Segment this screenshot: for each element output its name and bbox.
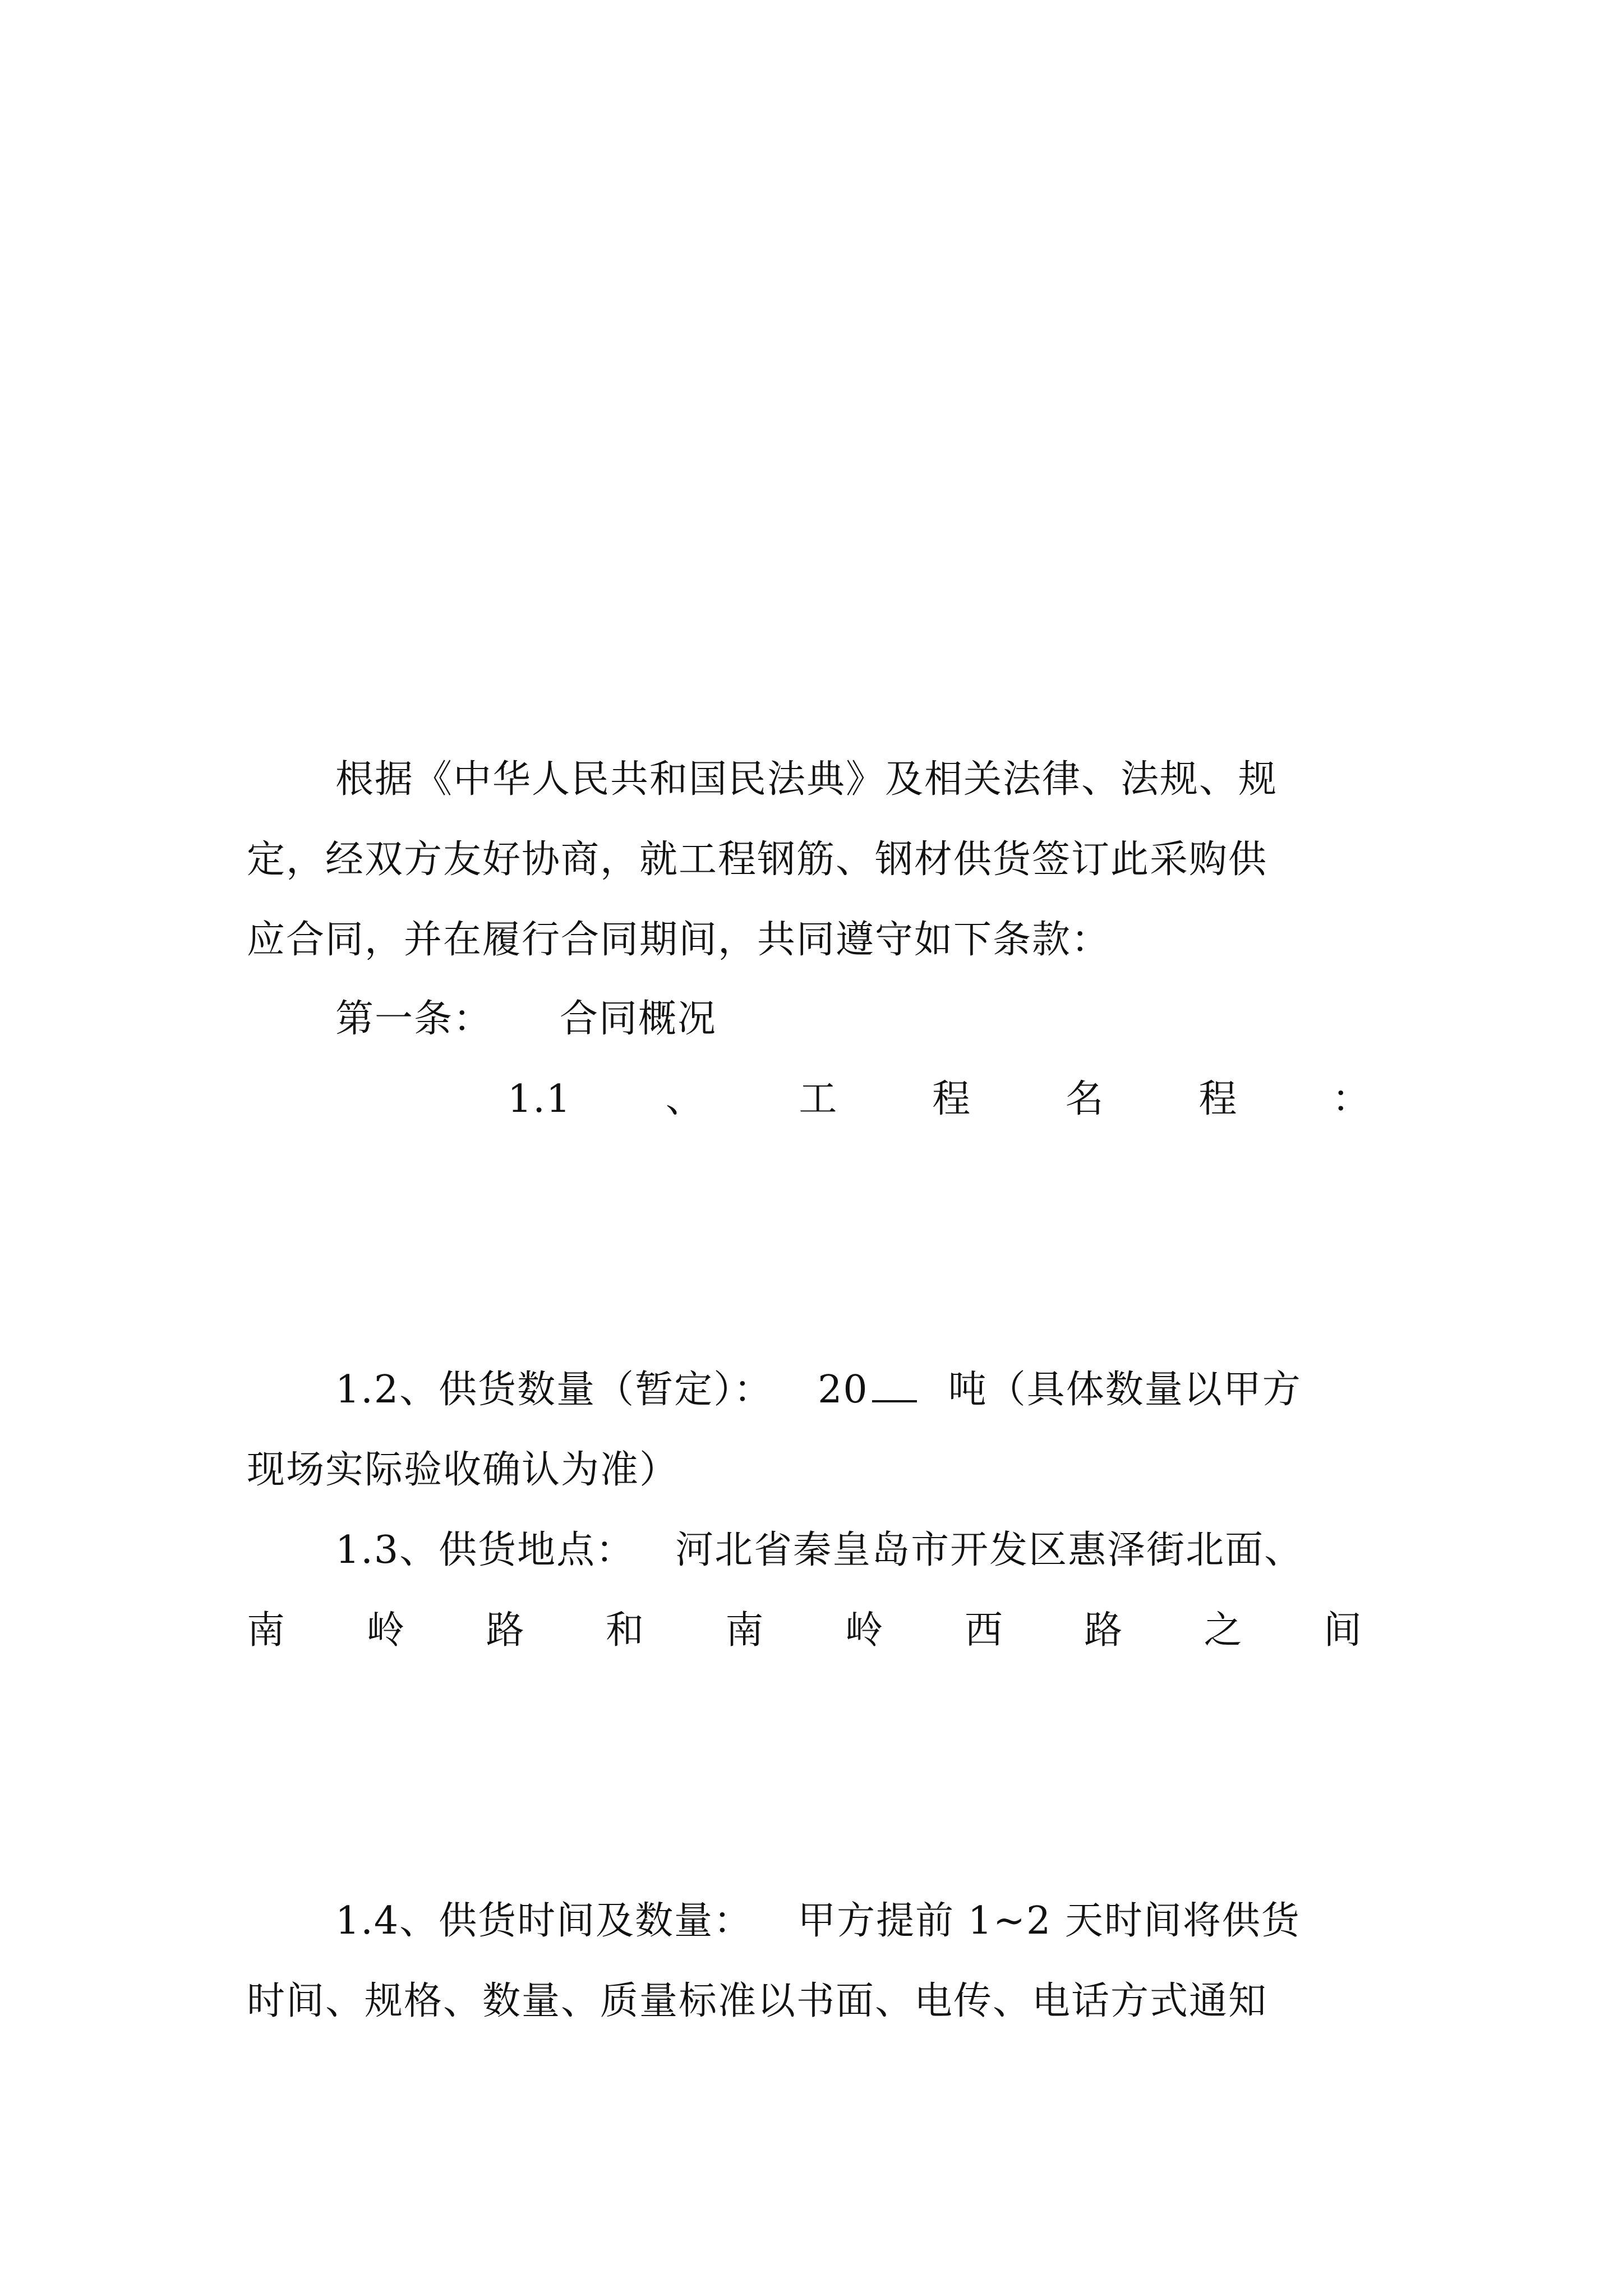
item-1-4-text: 甲方提前 1~2 天时间将供货 xyxy=(797,1899,1301,1943)
address-char: 之 xyxy=(1204,1608,1243,1653)
item-1-4-line-1 xyxy=(335,1890,1380,1952)
item-1-2-prefix: 1.2、供货数量（暂定）： xyxy=(335,1368,773,1412)
quantity-blank-line xyxy=(872,1372,917,1402)
item-1-2-suffix: 吨（具体数量以甲方 xyxy=(948,1368,1302,1412)
item-1-2-line-1 xyxy=(335,1359,1380,1421)
item-1-1-line xyxy=(508,1069,1371,1130)
address-char: 间 xyxy=(1323,1608,1363,1653)
item-1-4-prefix: 1.4、供货时间及数量： xyxy=(335,1899,753,1943)
item-1-1-comma: 、 xyxy=(665,1077,705,1121)
item-1-1-char: 程 xyxy=(1198,1077,1238,1121)
address-char: 路 xyxy=(486,1608,525,1653)
item-1-3-address-1: 河北省秦皇岛市开发区惠泽街北面、 xyxy=(675,1528,1304,1572)
item-1-1-char: 名 xyxy=(1065,1077,1105,1121)
address-char: 南 xyxy=(247,1608,287,1653)
item-1-2-quantity: 20 xyxy=(818,1368,869,1412)
item-1-2-line-2: 现场实际验收确认为准） xyxy=(247,1448,679,1492)
item-1-1-colon: ： xyxy=(1331,1077,1371,1121)
address-char: 路 xyxy=(1084,1608,1124,1653)
article-1-title: 合同概况 xyxy=(560,997,717,1041)
article-1-label: 第一条： xyxy=(335,997,493,1041)
preamble-line-1: 根据《中华人民共和国民法典》及相关法律、法规、规 xyxy=(335,757,1278,802)
item-1-3-prefix: 1.3、供货地点： xyxy=(335,1528,635,1572)
address-char: 岭 xyxy=(366,1608,406,1653)
item-1-3-line-2 xyxy=(247,1600,1363,1662)
address-char: 南 xyxy=(725,1608,765,1653)
address-char: 西 xyxy=(964,1608,1004,1653)
item-1-1-char: 程 xyxy=(932,1077,972,1121)
item-1-1-char: 工 xyxy=(799,1077,838,1121)
article-1-heading xyxy=(335,988,1380,1050)
item-1-3-line-1 xyxy=(335,1520,1380,1581)
item-1-4-line-2: 时间、规格、数量、质量标准以书面、电传、电话方式通知 xyxy=(247,1979,1268,2023)
preamble-line-2: 定，经双方友好协商，就工程钢筋、钢材供货签订此采购供 xyxy=(247,838,1268,882)
item-1-1-number: 1.1 xyxy=(508,1077,572,1121)
preamble-line-3: 应合同，并在履行合同期间，共同遵守如下条款： xyxy=(247,918,1111,962)
address-char: 和 xyxy=(605,1608,645,1653)
address-char: 岭 xyxy=(845,1608,884,1653)
